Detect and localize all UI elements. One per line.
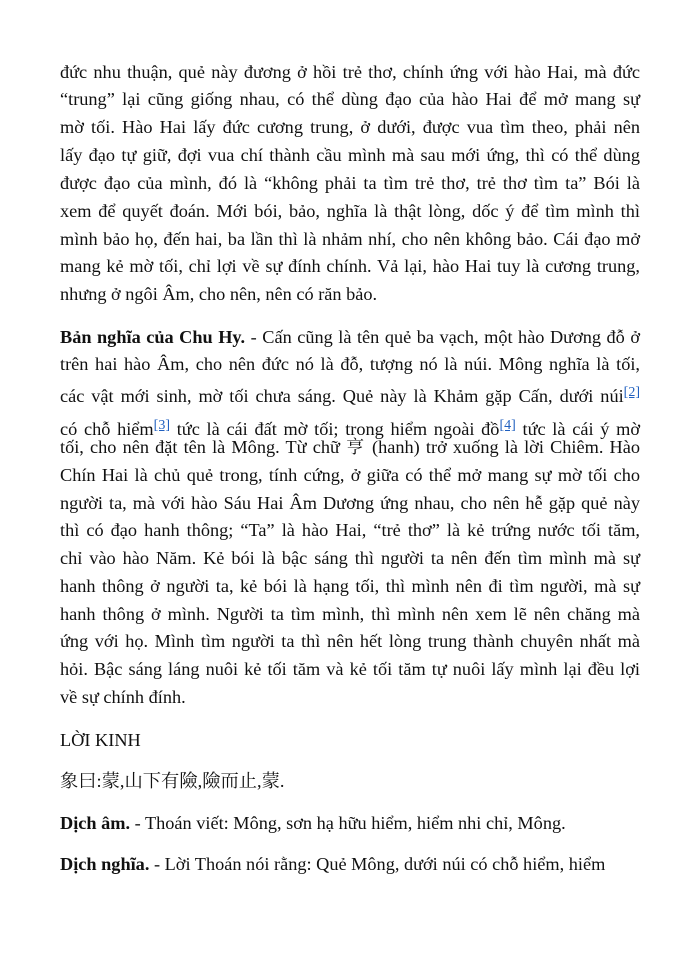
- text-span: - Cấn cũng là tên quẻ ba vạch, một hào Dương đỗ ở: [245, 327, 640, 347]
- text-span: “trung” lại cũng giống nhau, có thể dùng đạo của hào Hai để mở mang sự: [60, 89, 640, 109]
- chu-hy-paragraph-line: [60, 655, 640, 683]
- text-span: tối, cho nên đặt tên là Mông. Từ chữ 亨 (hanh) trở xuống là lời Chiêm. Hào: [60, 437, 640, 457]
- bold-label: Dịch âm.: [60, 813, 131, 833]
- chu-hy-paragraph-line: [60, 544, 640, 572]
- chu-hy-paragraph-line: [60, 516, 640, 544]
- text-span: nhưng ở ngôi Âm, cho nên, nên có răn bảo.: [60, 284, 378, 304]
- footnote-link[interactable]: [4]: [499, 418, 516, 433]
- chinese-text-line: [60, 767, 640, 795]
- text-span: các vật mới sinh, mờ tối chưa sáng. Quẻ này là Khảm gặp Cấn, dưới núi: [60, 386, 624, 406]
- commentary-paragraph-end-line: [60, 169, 640, 197]
- commentary-paragraph-end-line: [60, 113, 640, 141]
- text-span: tức là cái đất mờ tối; trong hiểm ngoài đồ: [169, 419, 500, 439]
- text-span: xem để quyết đoán. Mới bói, bảo, nghĩa là thật lòng, dốc ý để tìm mình thì: [60, 201, 640, 221]
- text-span: được đạo của mình, đó là “không phải ta tìm trẻ thơ, trẻ thơ tìm ta” Bói là: [60, 173, 640, 193]
- bold-label: Bản nghĩa của Chu Hy.: [60, 327, 246, 347]
- commentary-paragraph-end-line: [60, 141, 640, 169]
- commentary-paragraph-end-line: [60, 280, 640, 308]
- text-span: đức nhu thuận, quẻ này đương ở hồi trẻ thơ, chính ứng với hào Hai, mà đức: [60, 62, 640, 82]
- text-span: tức là cái ý mờ: [515, 419, 640, 439]
- chu-hy-paragraph-line: [60, 461, 640, 489]
- text-span: lấy đạo tự giữ, đợi vua chí thành cầu mình mà sau mới ứng, thì có thể dùng: [60, 145, 640, 165]
- text-span: mang kẻ mờ tối, chỉ lợi về sự đính chính. Vả lại, hào Hai tuy là cương trung,: [60, 256, 640, 276]
- text-span: có chỗ hiểm: [60, 419, 154, 439]
- commentary-paragraph-end-line: [60, 58, 640, 86]
- chu-hy-paragraph-line: [60, 323, 640, 351]
- chu-hy-paragraph-line: [60, 627, 640, 655]
- text-span: chỉ vào hào Năm. Kẻ bói là bậc sáng thì người ta nên đến tìm mình mà sự: [60, 548, 640, 568]
- text-span: - Thoán viết: Mông, sơn hạ hữu hiểm, hiểm nhi chỉ, Mông.: [130, 813, 566, 833]
- text-span: hanh thông ở mình. Người ta tìm mình, thì mình nên xem lẽ nên chăng mà: [60, 604, 640, 624]
- commentary-paragraph-end-line: [60, 85, 640, 113]
- text-span: Chín Hai là chủ quẻ trong, tính cứng, ở giữa có thể mở mang sự mờ tối cho: [60, 465, 640, 485]
- text-span: mờ tối. Hào Hai lấy đức cương trung, ở dưới, được vua tìm theo, phải nên: [60, 117, 640, 137]
- text-span: hỏi. Bậc sáng láng nuôi kẻ tối tăm và kẻ tối tăm tự nuôi lấy mình lại đều lợi: [60, 659, 640, 679]
- text-span: ứng với họ. Mình tìm người ta thì nên hết lòng trung thành chuyên nhất mà: [60, 631, 640, 651]
- chu-hy-paragraph-line: [60, 683, 640, 711]
- commentary-paragraph-end-line: [60, 197, 640, 225]
- text-span: trên hai hào Âm, cho nên đức nó là đỗ, tượng nó là núi. Mông nghĩa là tối,: [60, 354, 640, 374]
- bold-label: Dịch nghĩa.: [60, 854, 150, 874]
- dich-am-paragraph-line: [60, 809, 640, 837]
- section-heading-line: [60, 726, 640, 754]
- text-span: thì có đạo hanh thông; “Ta” là hào Hai, “trẻ thơ” là kẻ trứng nước tối tăm,: [60, 520, 640, 540]
- chu-hy-paragraph-line: [60, 572, 640, 600]
- chu-hy-paragraph-line: [60, 600, 640, 628]
- text-span: LỜI KINH: [60, 730, 141, 750]
- footnote-link[interactable]: [3]: [153, 418, 170, 433]
- chu-hy-paragraph-line: [60, 433, 640, 461]
- commentary-paragraph-end-line: [60, 225, 640, 253]
- chu-hy-paragraph-line: [60, 489, 640, 517]
- commentary-paragraph-end-line: [60, 252, 640, 280]
- footnote-link[interactable]: [2]: [623, 385, 640, 400]
- chu-hy-paragraph-line: [60, 379, 640, 407]
- text-span: về sự chính đính.: [60, 687, 186, 707]
- text-span: 象曰:蒙,山下有險,險而止,蒙.: [60, 771, 285, 791]
- dich-nghia-paragraph-line: [60, 850, 640, 878]
- text-span: - Lời Thoán nói rằng: Quẻ Mông, dưới núi có chỗ hiểm, hiểm: [149, 854, 606, 874]
- chu-hy-paragraph-line: [60, 350, 640, 378]
- text-span: người ta, mà với hào Sáu Hai Âm Dương ứng nhau, cho nên hễ gặp quẻ này: [60, 493, 640, 513]
- text-span: mình bảo họ, đến hai, ba lần thì là nhảm nhí, cho nên không bảo. Cái đạo mở: [60, 229, 640, 249]
- text-span: hanh thông ở người ta, kẻ bói là hạng tối, thì mình nên đi tìm người, mà sự: [60, 576, 640, 596]
